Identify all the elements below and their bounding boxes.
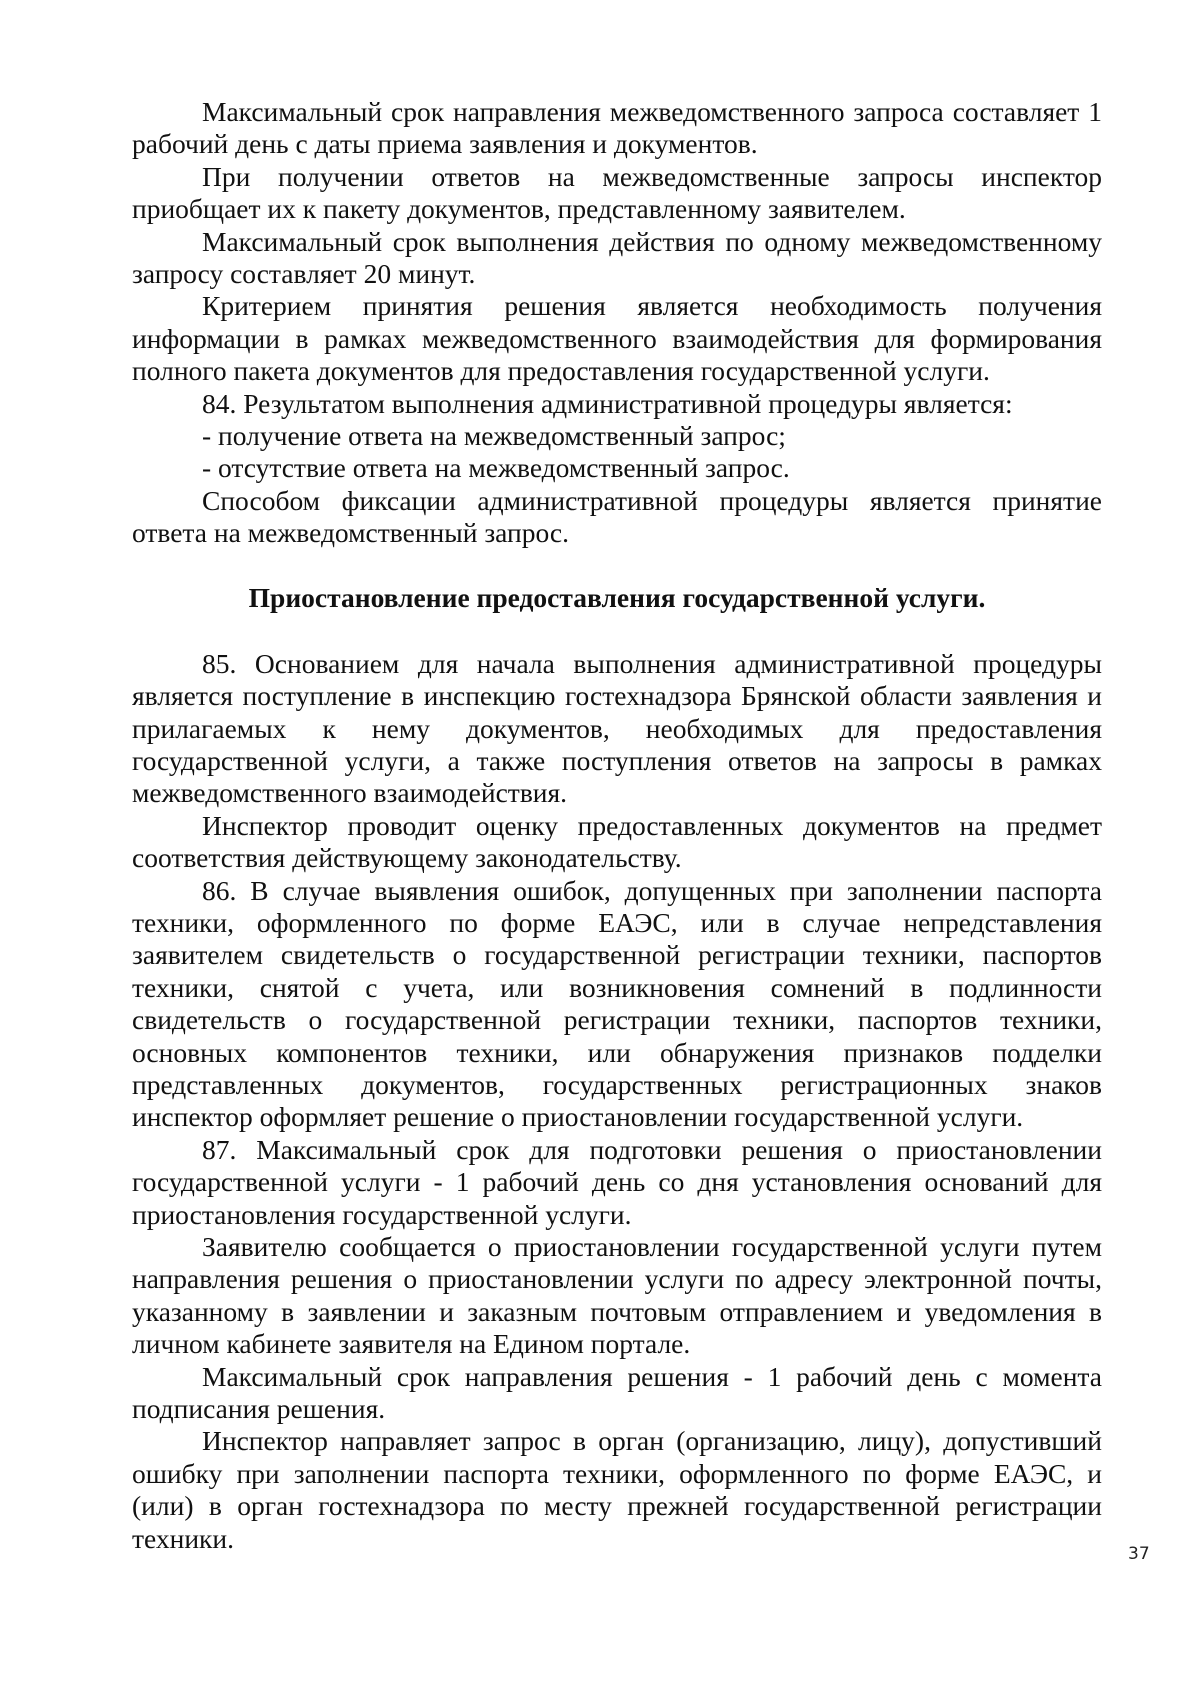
paragraph-84-result: 84. Результатом выполнения административной процедуры является: — [202, 387, 1013, 419]
paragraph-86-errors: 86. В случае выявления ошибок, допущенных при заполнении паспорта техники, оформленного по форме ЕАЭС, или в случае непредставления заявителем свидетельств о государственной регистрации техники, паспортов техники, снятой с учета, или возникновения сомнений в подлинности свидетельств о государственной регистрации техники, паспортов техники, основных компонентов техники, или обнаружения признаков подделки представленных документов, государственных регистрационных знаков инспектор оформляет решение о приостановлении государственной услуги. — [132, 874, 1102, 1133]
paragraph-decision-criterion: Критерием принятия решения является необходимость получения информации в рамках межведомственного взаимодействия для формирования полного пакета документов для предоставления государственной услуги. — [132, 290, 1102, 387]
paragraph-85-grounds: 85. Основанием для начала выполнения административной процедуры является поступление в инспекцию гостехнадзора Брянской области заявления и прилагаемых к нему документов, необходимых для предоставления государственной услуги, а также поступления ответов на запросы в рамках межведомственного взаимодействия. — [132, 647, 1102, 809]
list-item-answer-absent: - отсутствие ответа на межведомственный запрос. — [202, 452, 790, 484]
paragraph-inspector-assessment: Инспектор проводит оценку предоставленных документов на предмет соответствия действующему законодательству. — [132, 809, 1102, 874]
list-item-answer-received: - получение ответа на межведомственный запрос; — [202, 420, 786, 452]
page-number: 37 — [1128, 1544, 1150, 1564]
paragraph-action-time-limit: Максимальный срок выполнения действия по одному межведомственному запросу составляет 20 минут. — [132, 225, 1102, 290]
paragraph-inspector-request: Инспектор направляет запрос в орган (организацию, лицу), допустивший ошибку при заполнении паспорта техники, оформленного по форме ЕАЭС, и (или) в орган гостехнадзора по месту прежней государственной регистрации техники. — [132, 1425, 1102, 1554]
paragraph-responses-attached: При получении ответов на межведомственные запросы инспектор приобщает их к пакету документов, представленному заявителем. — [132, 160, 1102, 225]
paragraph-sending-deadline: Максимальный срок направления решения - 1 рабочий день с момента подписания решения. — [132, 1360, 1102, 1425]
paragraph-fixation-method: Способом фиксации административной процедуры является принятие ответа на межведомственный запрос. — [132, 484, 1102, 549]
document-body — [132, 96, 1102, 1555]
section-heading-suspension: Приостановление предоставления государственной услуги. — [248, 581, 986, 613]
paragraph-applicant-notified: Заявителю сообщается о приостановлении государственной услуги путем направления решения о приостановлении услуги по адресу электронной почты, указанному в заявлении и заказным почтовым отправлением и уведомления в личном кабинете заявителя на Едином портале. — [132, 1231, 1102, 1360]
paragraph-interagency-request-deadline: Максимальный срок направления межведомственного запроса составляет 1 рабочий день с даты приема заявления и документов. — [132, 96, 1102, 160]
paragraph-87-deadline: 87. Максимальный срок для подготовки решения о приостановлении государственной услуги - 1 рабочий день со дня установления оснований для приостановления государственной услуги. — [132, 1133, 1102, 1230]
